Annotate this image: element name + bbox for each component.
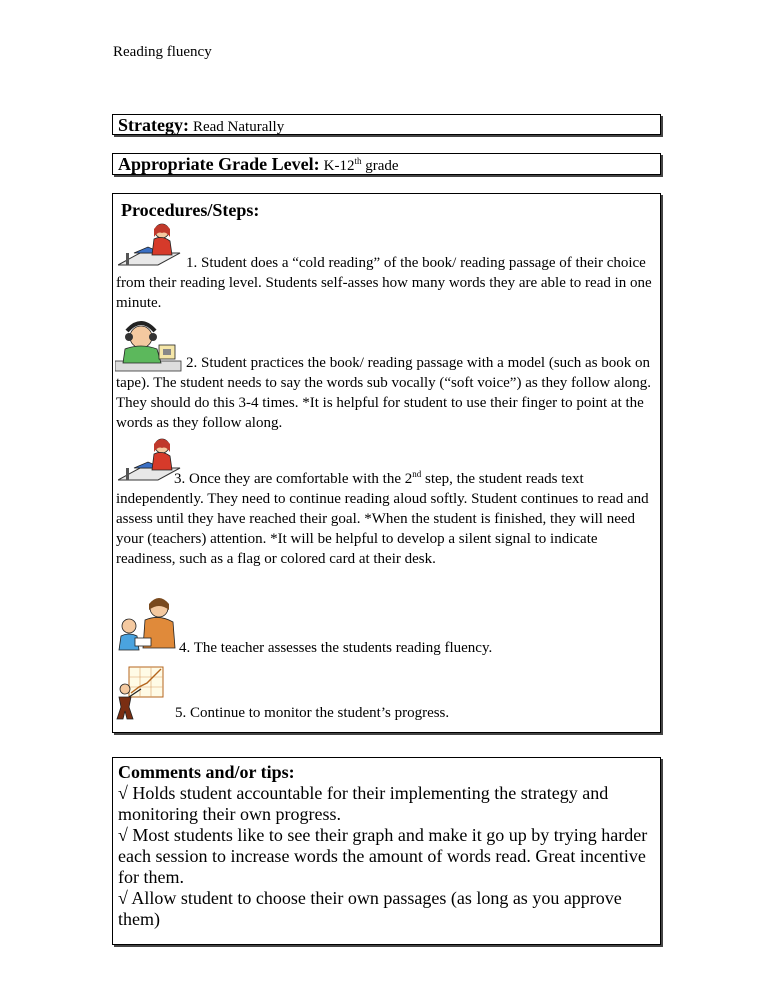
grade-level-value: K-12th grade xyxy=(323,156,399,174)
procedure-step-3: 3. Once they are comfortable with the 2nd step, the student reads text independently. They need to continue reading aloud softly. Student continues to read and assess until they have reached their goal. *When the student is finished, they will need your (teachers) attention. *It will be helpful to develop a silent signal to indicate readiness, such as a flag or colored card at their desk. xyxy=(116,469,649,567)
page-header: Reading fluency xyxy=(113,44,212,60)
comment-tip: √ Most students like to see their graph and make it go up by trying harder each session to increase words the amount of words read. Great incentive for them. xyxy=(118,825,648,887)
comment-tip: √ Allow student to choose their own passages (as long as you approve them) xyxy=(118,888,622,929)
procedure-step-5: 5. Continue to monitor the student’s progress. xyxy=(175,705,450,721)
strategy-box xyxy=(112,114,661,135)
strategy-value: Read Naturally xyxy=(192,119,285,135)
procedures-box xyxy=(112,193,661,733)
procedure-step-2: 2. Student practices the book/ reading passage with a model (such as book on tape). The student needs to say the words sub vocally (“soft voice”) as they follow along. They should do this 3-4 times. *It is helpful for student to use their finger to point at the words as they follow along. xyxy=(116,355,651,431)
grade-level-box xyxy=(112,153,661,175)
procedures-title: Procedures/Steps: xyxy=(121,200,260,220)
procedure-step-1: 1. Student does a “cold reading” of the book/ reading passage of their choice from their reading level. Students self-asses how many words they are able to read in one minute. xyxy=(116,255,652,311)
comments-box xyxy=(112,757,661,945)
comments-title: Comments and/or tips: xyxy=(118,762,295,782)
grade-level-label: Appropriate Grade Level: xyxy=(118,154,320,174)
strategy-label: Strategy: xyxy=(118,115,189,135)
comment-tip: √ Holds student accountable for their implementing the strategy and monitoring their own progress. xyxy=(118,783,609,824)
procedure-step-4: 4. The teacher assesses the students reading fluency. xyxy=(179,640,493,656)
